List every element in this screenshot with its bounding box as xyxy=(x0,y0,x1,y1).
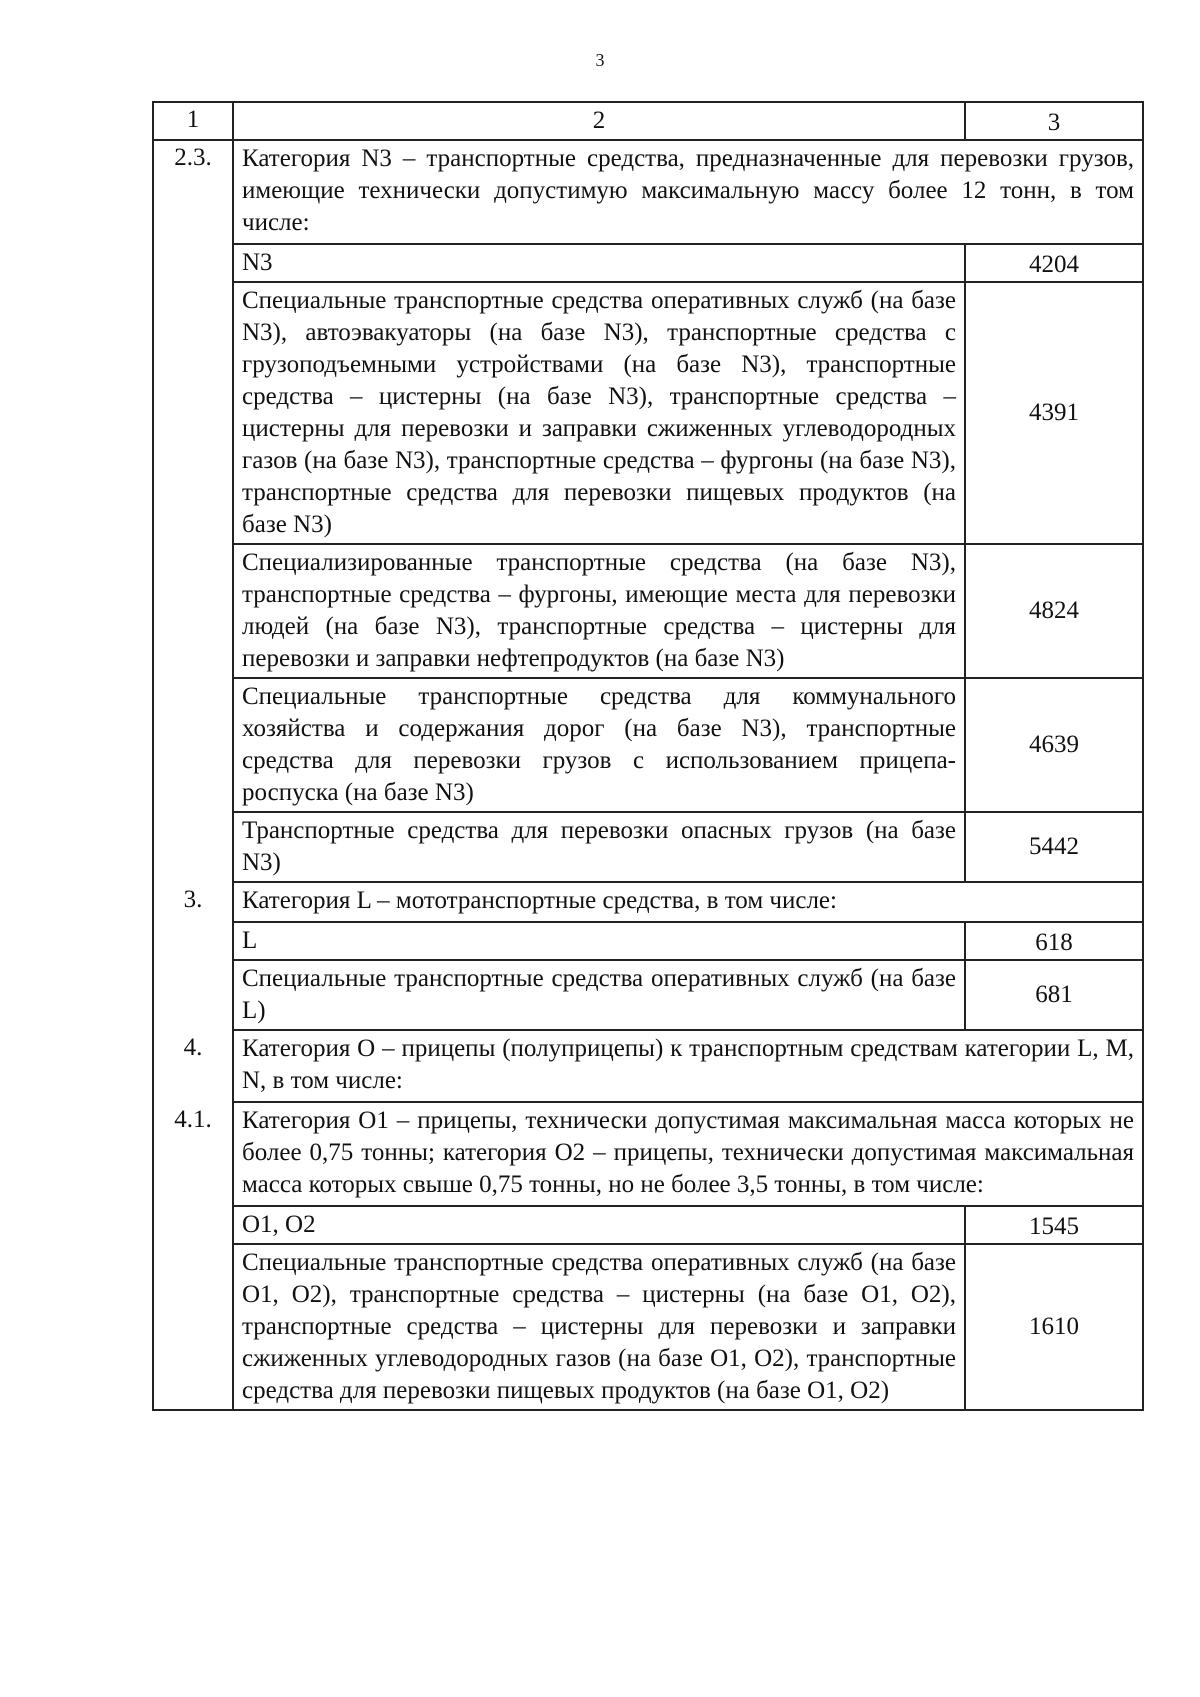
table-row xyxy=(234,245,1144,283)
table-row xyxy=(234,961,1144,1031)
section-number: 3. xyxy=(154,883,234,1031)
row-text: Транспортные средства для перевозки опасных грузов (на базе N3) xyxy=(234,813,966,881)
row-text: Специальные транспортные средства оперативных служб (на базе О1, О2), транспортные средства – цистерны (на базе О1, О2), транспортные средства – цистерны для перевозки и заправки сжиженных углеводородных газов (на базе О1, О2), транспортные средства для перевозки пищевых продуктов (на базе О1, О2) xyxy=(234,1245,966,1409)
section-number: 4.1. xyxy=(154,1103,234,1411)
section-title: Категория L – мототранспортные средства, в том числе: xyxy=(234,883,1144,923)
row-text: Специализированные транспортные средства (на базе N3), транспортные средства – фургоны, имеющие места для перевозки людей (на базе N3), транспортные средства – цистерны для перевозки и заправки нефтепродуктов (на базе N3) xyxy=(234,545,966,677)
row-text: О1, О2 xyxy=(234,1207,966,1243)
table-row xyxy=(234,813,1144,883)
table-row xyxy=(234,1207,1144,1245)
table-row xyxy=(234,545,1144,679)
table-row xyxy=(234,283,1144,545)
section-title: Категория О1 – прицепы, технически допустимая максимальная масса которых не более 0,75 тонны; категория О2 – прицепы, технически допустимая максимальная масса которых свыше 0,75 тонны, но не более 3,5 тонны, в том числе: xyxy=(234,1103,1144,1207)
row-text: Специальные транспортные средства оперативных служб (на базе L) xyxy=(234,961,966,1029)
table-header-row xyxy=(152,101,1144,141)
header-col-3: 3 xyxy=(966,103,1144,139)
row-value: 4204 xyxy=(966,245,1144,281)
section-number: 2.3. xyxy=(154,141,234,883)
table-row xyxy=(234,679,1144,813)
row-value: 4639 xyxy=(966,679,1144,811)
row-text: Специальные транспортные средства для коммунального хозяйства и содержания дорог (на базе N3), транспортные средства для перевозки грузов с использованием прицепа-роспуска (на базе N3) xyxy=(234,679,966,811)
row-text: Специальные транспортные средства оперативных служб (на базе N3), автоэвакуаторы (на базе N3), транспортные средства с грузоподъемными устройствами (на базе N3), транспортные средства – цистерны (на базе N3), транспортные средства – цистерны для перевозки и заправки сжиженных углеводородных газов (на базе N3), транспортные средства – фургоны (на базе N3), транспортные средства для перевозки пищевых продуктов (на базе N3) xyxy=(234,283,966,543)
section-4 xyxy=(152,1031,1144,1103)
row-value: 1545 xyxy=(966,1207,1144,1243)
section-3 xyxy=(152,883,1144,1031)
section-2-3 xyxy=(152,141,1144,883)
row-text: L xyxy=(234,923,966,959)
section-title: Категория N3 – транспортные средства, предназначенные для перевозки грузов, имеющие технически допустимую максимальную массу более 12 тонн, в том числе: xyxy=(234,141,1144,245)
table-row xyxy=(234,923,1144,961)
section-4-1 xyxy=(152,1103,1144,1411)
tariff-table xyxy=(152,101,1144,1411)
section-title: Категория О – прицепы (полуприцепы) к транспортным средствам категории L, M, N, в том числе: xyxy=(234,1031,1144,1103)
row-value: 4824 xyxy=(966,545,1144,677)
row-value: 4391 xyxy=(966,283,1144,543)
header-col-1: 1 xyxy=(154,103,234,141)
row-value: 1610 xyxy=(966,1245,1144,1409)
row-value: 618 xyxy=(966,923,1144,959)
row-text: N3 xyxy=(234,245,966,281)
page-number: 3 xyxy=(595,50,605,70)
header-col-2: 2 xyxy=(234,103,966,139)
table-row xyxy=(234,1245,1144,1411)
section-number: 4. xyxy=(154,1031,234,1103)
row-value: 681 xyxy=(966,961,1144,1029)
row-value: 5442 xyxy=(966,813,1144,881)
